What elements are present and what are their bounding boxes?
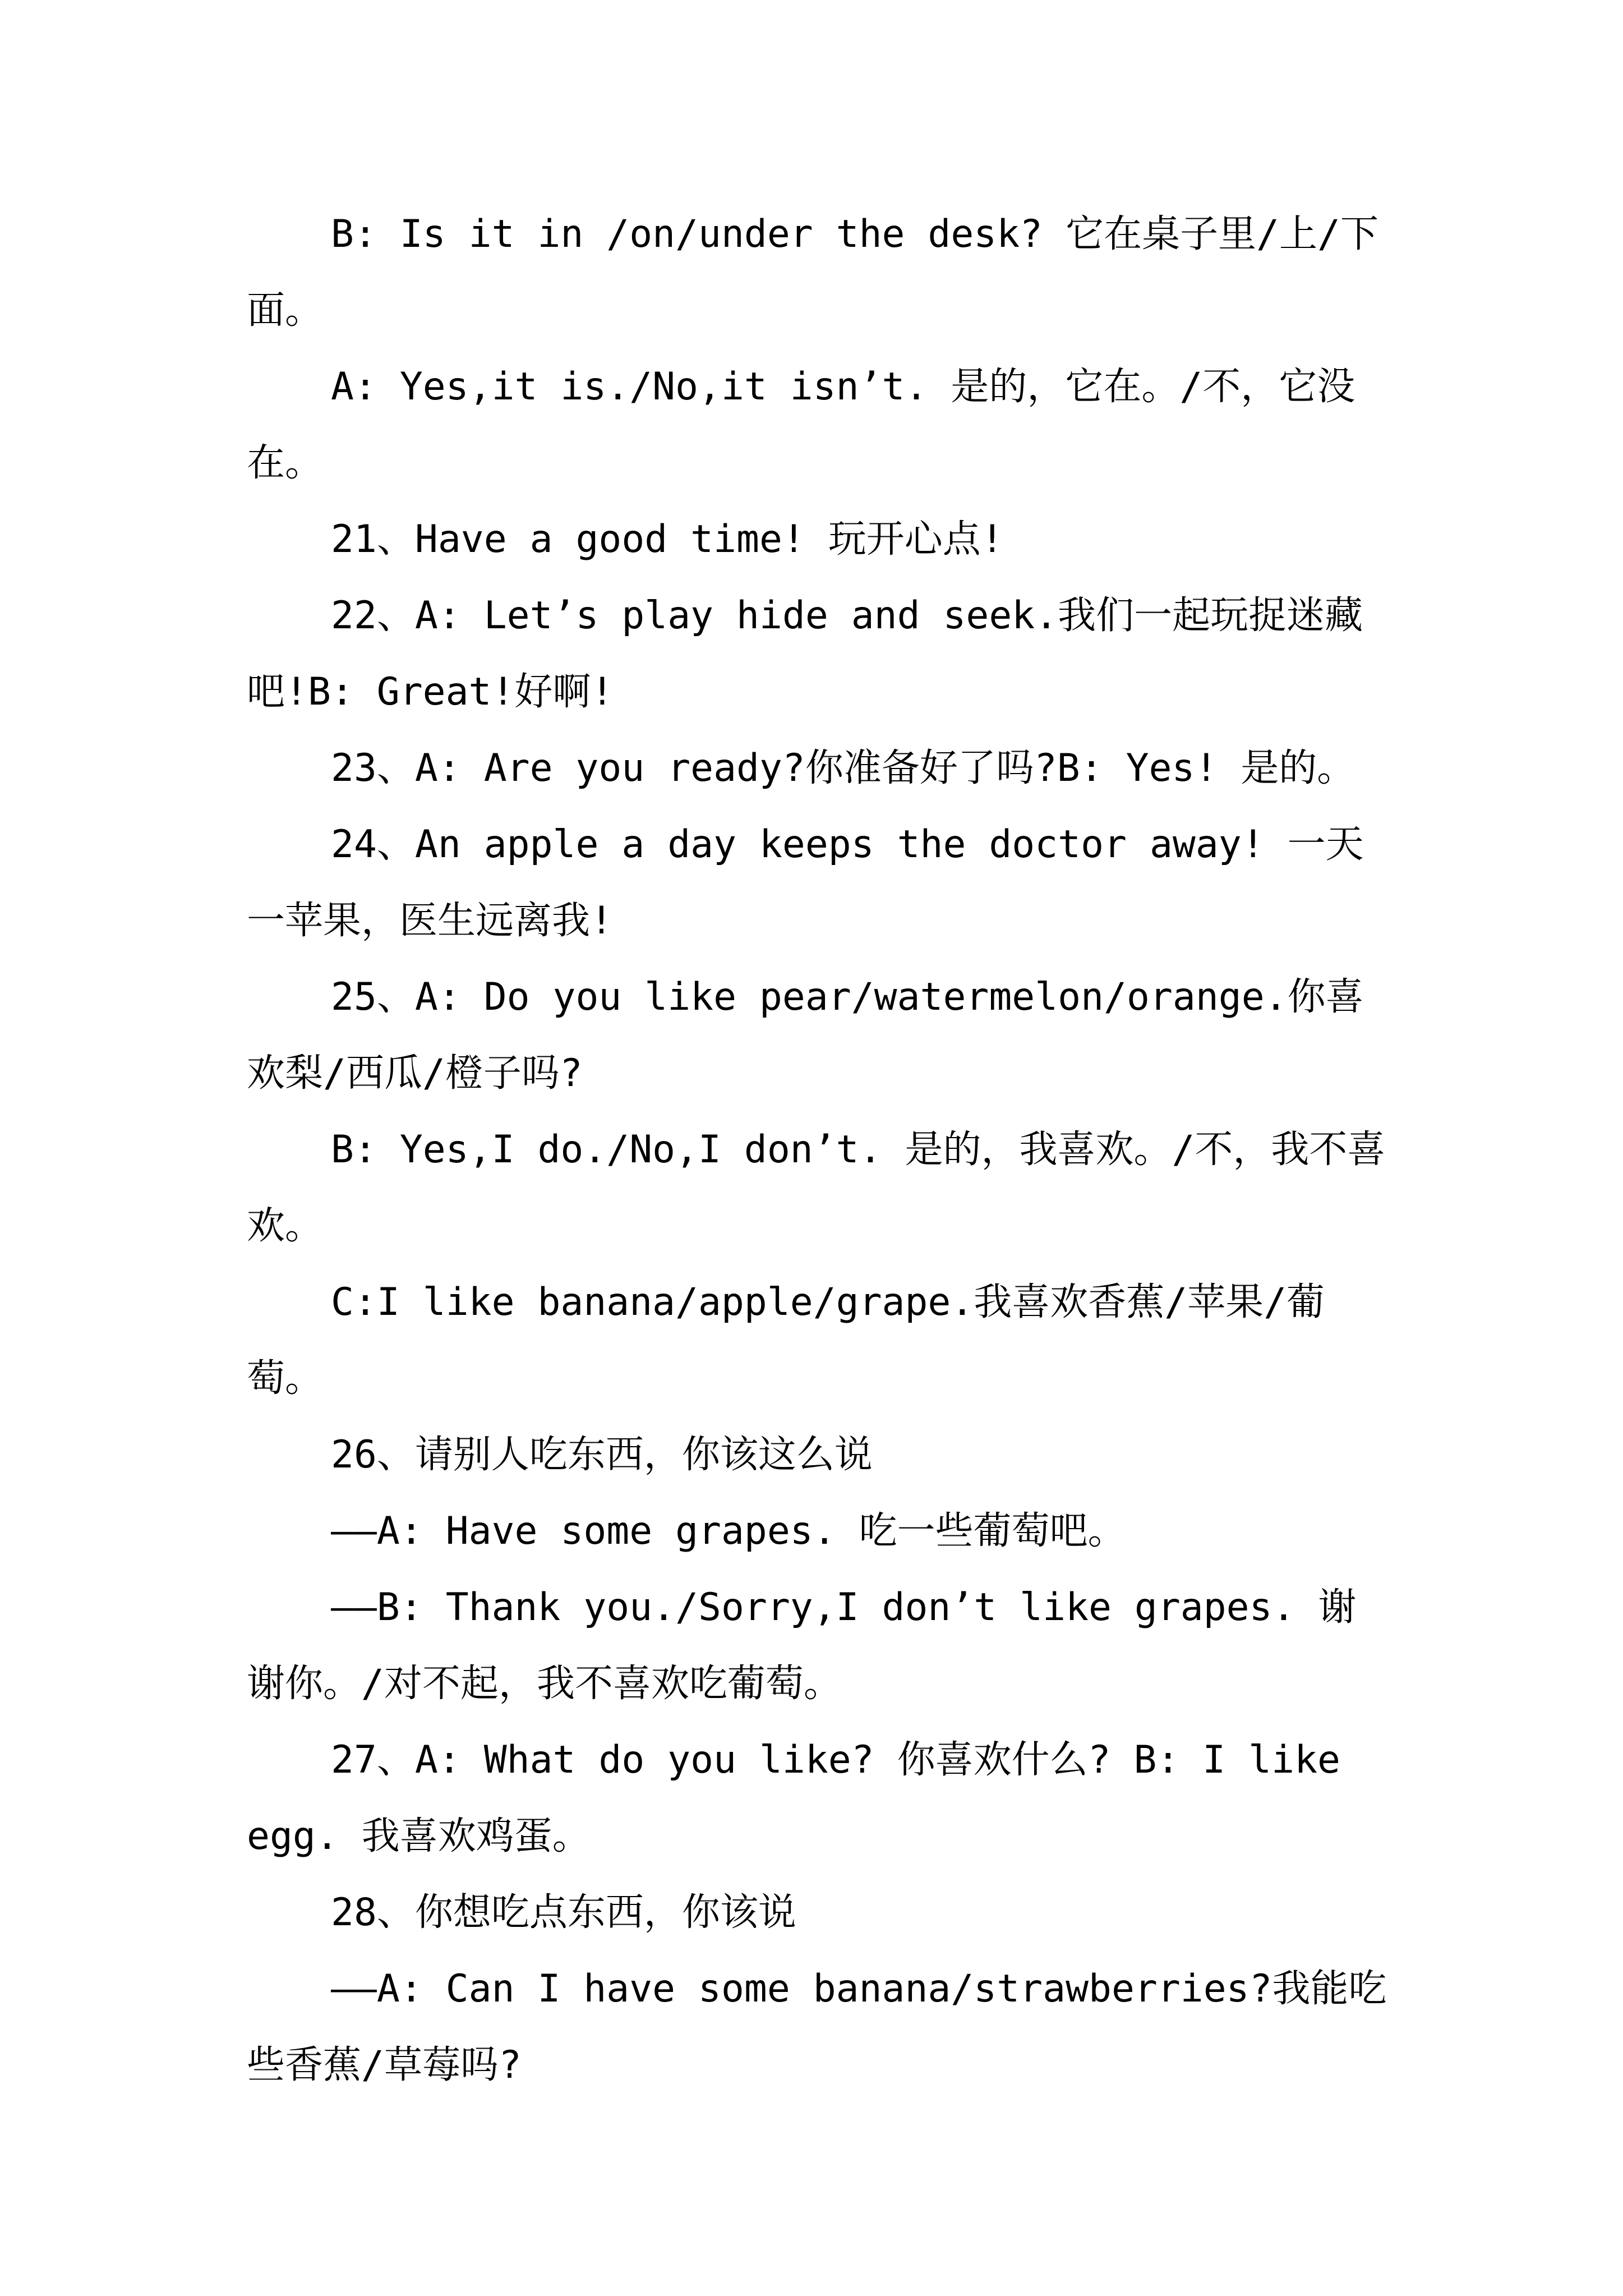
paragraph-b-thank-you: ——B: Thank you./Sorry,I don’t like grapes. 谢谢你。/对不起，我不喜欢吃葡萄。 [247,1585,1357,1706]
paragraph-a-have-grapes: ——A: Have some grapes. 吃一些葡萄吧。 [331,1509,1126,1553]
paragraph-22-hide-and-seek: 22、A: Let’s play hide and seek.我们一起玩捉迷藏吧!B: Great!好啊! [247,593,1363,714]
paragraph-24-apple-a-day: 24、An apple a day keeps the doctor away! 一天一苹果，医生远离我! [247,822,1364,943]
paragraph-b-like-answer: B: Yes,I do./No,I don’t. 是的，我喜欢。/不，我不喜欢。 [247,1128,1386,1248]
paragraph-21-good-time: 21、Have a good time! 玩开心点! [331,517,1004,562]
paragraph-27-what-do-you-like: 27、A: What do you like? 你喜欢什么? B: I like egg. 我喜欢鸡蛋。 [247,1738,1340,1858]
paragraph-a-can-i-have: ——A: Can I have some banana/strawberries?我能吃些香蕉/草莓吗? [247,1967,1387,2087]
paragraph-23-ready: 23、A: Are you ready?你准备好了吗?B: Yes! 是的。 [331,746,1355,790]
paragraph-28-want-to-eat: 28、你想吃点东西，你该说 [331,1890,796,1935]
paragraph-26-offer-food: 26、请别人吃东西，你该这么说 [331,1433,873,1477]
paragraph-a-desk-answer: A: Yes,it is./No,it isn’t. 是的，它在。/不，它没在。 [247,365,1355,485]
paragraph-c-i-like: C:I like banana/apple/grape.我喜欢香蕉/苹果/葡萄。 [247,1280,1325,1401]
paragraph-b-desk-question: B: Is it in /on/under the desk? 它在桌子里/上/下面。 [247,212,1378,333]
document-body [247,196,1391,2104]
paragraph-25-do-you-like: 25、A: Do you like pear/watermelon/orange.你喜欢梨/西瓜/橙子吗? [247,975,1364,1096]
